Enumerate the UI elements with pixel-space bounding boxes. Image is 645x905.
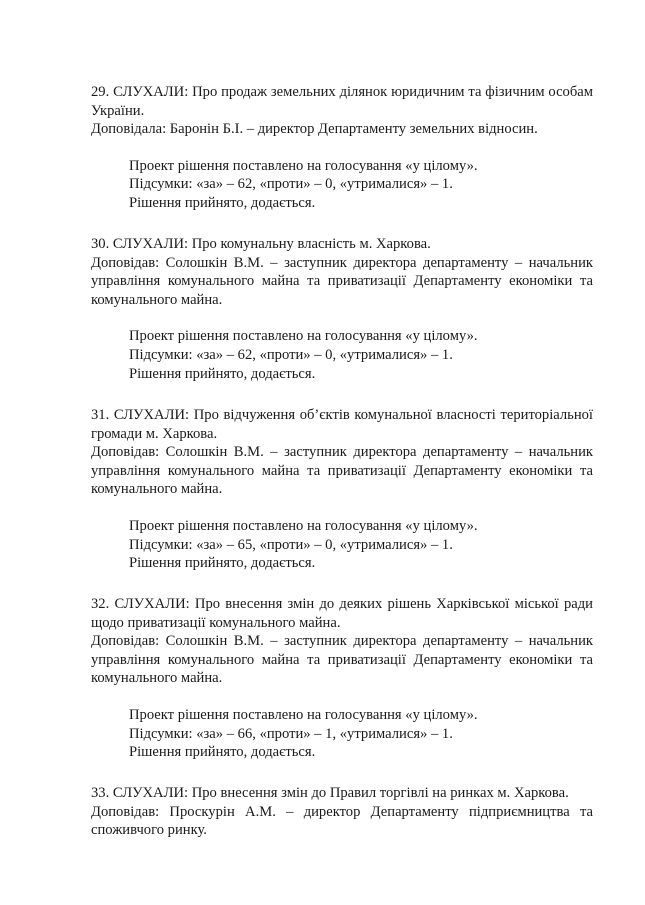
- agenda-item-30: [91, 235, 593, 383]
- vote-result: Підсумки: «за» – 62, «проти» – 0, «утрималися» – 1.: [129, 346, 453, 363]
- item-heading: 31. СЛУХАЛИ: Про відчуження об’єктів комунальної власності територіальної громади м. Харкова.: [91, 407, 593, 442]
- agenda-item-33: [91, 784, 593, 840]
- vote-block: [91, 517, 593, 573]
- item-speaker: Доповідала: Баронін Б.І. – директор Департаменту земельних відносин.: [91, 121, 538, 138]
- item-heading: 33. СЛУХАЛИ: Про внесення змін до Правил торгівлі на ринках м. Харкова.: [91, 785, 569, 801]
- agenda-item-29: [91, 83, 593, 213]
- decision-text: Рішення прийнято, додається.: [129, 365, 316, 382]
- decision-text: Рішення прийнято, додається.: [129, 555, 316, 572]
- item-speaker: Доповідав: Солошкін В.М. – заступник директора департаменту – начальник управління комунального майна та приватизації Департаменту економіки та комунального майна.: [91, 254, 593, 308]
- vote-block: [91, 157, 593, 213]
- vote-block: [91, 327, 593, 383]
- item-speaker: Доповідав: Солошкін В.М. – заступник директора департаменту – начальник управління комунального майна та приватизації Департаменту економіки та комунального майна.: [91, 633, 593, 687]
- item-heading: 29. СЛУХАЛИ: Про продаж земельних ділянок юридичним та фізичним особам України.: [91, 84, 593, 119]
- vote-result: Підсумки: «за» – 62, «проти» – 0, «утрималися» – 1.: [129, 176, 453, 193]
- vote-intro: Проект рішення поставлено на голосування «у цілому».: [129, 706, 478, 723]
- item-speaker: Доповідав: Солошкін В.М. – заступник директора департаменту – начальник управління комунального майна та приватизації Департаменту економіки та комунального майна.: [91, 444, 593, 498]
- item-speaker: Доповідав: Проскурін А.М. – директор Департаменту підприємництва та споживчого ринку.: [91, 803, 593, 839]
- agenda-item-32: [91, 595, 593, 762]
- vote-intro: Проект рішення поставлено на голосування «у цілому».: [129, 157, 478, 174]
- decision-text: Рішення прийнято, додається.: [129, 744, 316, 761]
- vote-intro: Проект рішення поставлено на голосування «у цілому».: [129, 328, 478, 345]
- agenda-item-31: [91, 406, 593, 573]
- decision-text: Рішення прийнято, додається.: [129, 194, 316, 211]
- vote-result: Підсумки: «за» – 66, «проти» – 1, «утрималися» – 1.: [129, 725, 453, 742]
- vote-result: Підсумки: «за» – 65, «проти» – 0, «утрималися» – 1.: [129, 536, 453, 553]
- vote-block: [91, 706, 593, 762]
- vote-intro: Проект рішення поставлено на голосування «у цілому».: [129, 517, 478, 534]
- item-heading: 32. СЛУХАЛИ: Про внесення змін до деяких рішень Харківської міської ради щодо приватизації комунального майна.: [91, 596, 593, 631]
- item-heading: 30. СЛУХАЛИ: Про комунальну власність м. Харкова.: [91, 236, 431, 252]
